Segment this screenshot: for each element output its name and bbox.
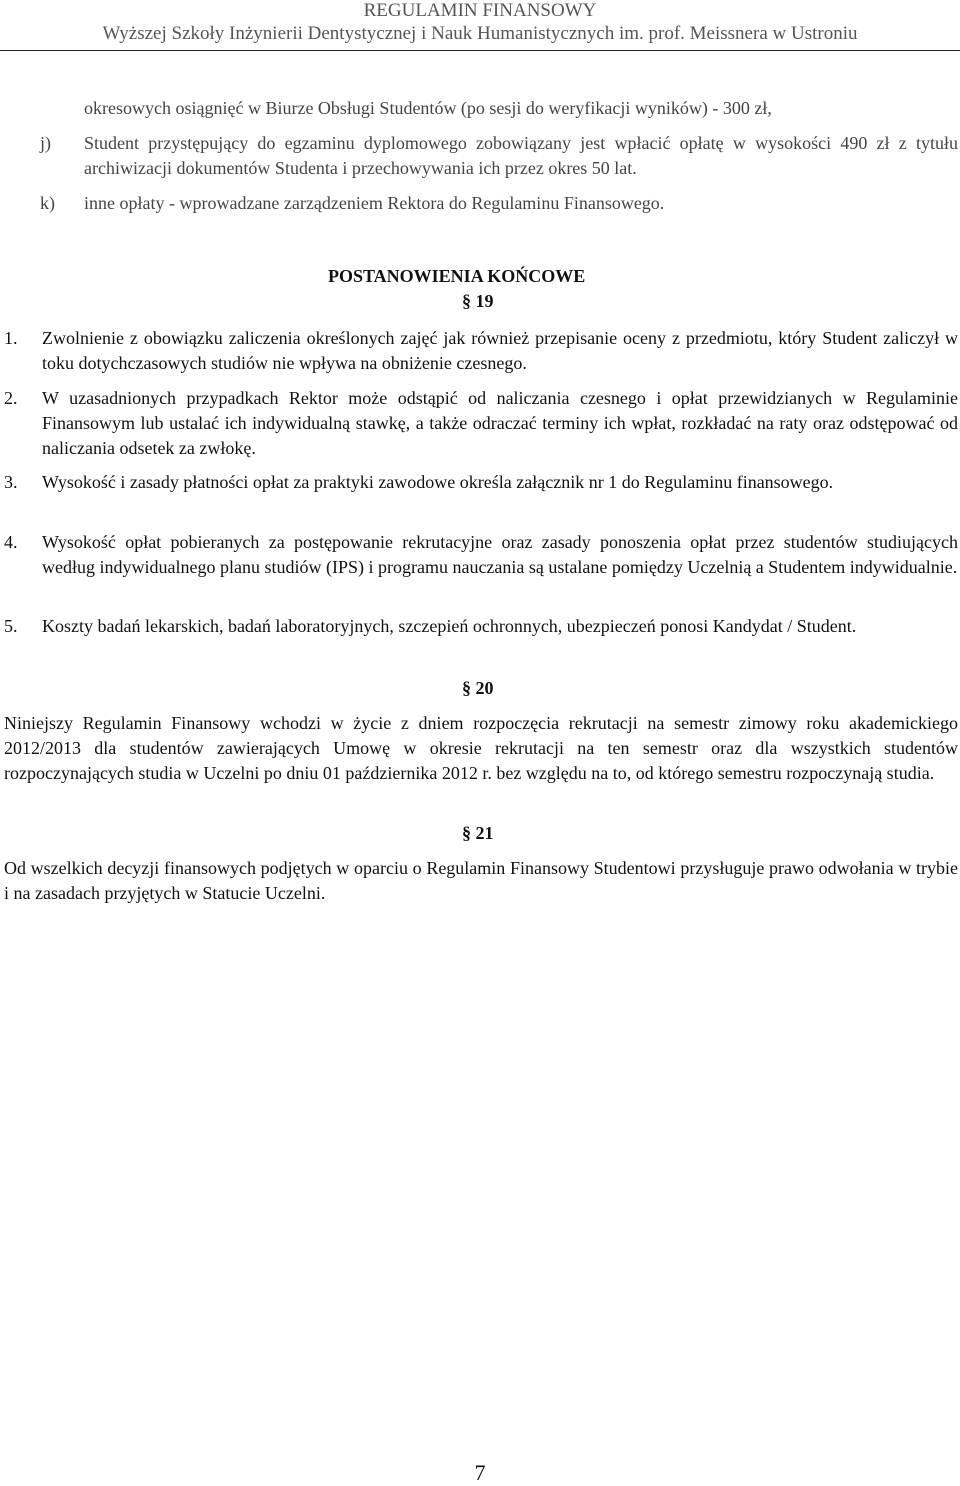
paragraph-text: Zwolnienie z obowiązku zaliczenia określonych zajęć jak również przepisanie oceny z przedmiotu, który Student zaliczył w toku dotychczasowych studiów nie wpływa na obniżenie czesnego. <box>42 328 958 373</box>
list-marker: j) <box>40 133 51 153</box>
list-marker: k) <box>40 193 55 213</box>
paragraph-number: 2. <box>4 388 18 408</box>
paragraph-19-1 <box>4 326 958 376</box>
paragraph-19-5 <box>4 614 958 639</box>
paragraph-19-2 <box>4 386 958 461</box>
paragraph-number: 5. <box>4 616 18 636</box>
section-21-label: § 21 <box>462 823 494 843</box>
page-header <box>0 0 960 46</box>
paragraph-19-4 <box>4 530 958 580</box>
paragraph-text: Wysokość i zasady płatności opłat za praktyki zawodowe określa załącznik nr 1 do Regulaminu finansowego. <box>42 472 834 492</box>
paragraph-number: 3. <box>4 472 18 492</box>
header-subtitle: Wyższej Szkoły Inżynierii Dentystycznej i Nauk Humanistycznych im. prof. Meissnera w Ustroniu <box>102 23 858 44</box>
section-21-text: Od wszelkich decyzji finansowych podjętych w oparciu o Regulamin Finansowy Studentowi przysługuje prawo odwołania w trybie i na zasadach przyjętych w Statucie Uczelni. <box>4 858 958 903</box>
header-rule <box>0 50 960 51</box>
paragraph-number: 1. <box>4 328 18 348</box>
page-number: 7 <box>474 1460 486 1485</box>
header-title: REGULAMIN FINANSOWY <box>363 0 597 21</box>
paragraph-19-3 <box>4 470 958 495</box>
continuation-text: okresowych osiągnięć w Biurze Obsługi Studentów (po sesji do weryfikacji wyników) - 300 zł, <box>84 98 772 118</box>
section-20-text: Niniejszy Regulamin Finansowy wchodzi w życie z dniem rozpoczęcia rekrutacji na semestr zimowy roku akademickiego 2012/2013 dla studentów zawierających Umowę w okresie rekrutacji na ten semestr oraz dla wszystkich studentów rozpoczynających studia w Uczelni po dniu 01 października 2012 r. bez względu na to, od którego semestru rozpoczynają studia. <box>4 713 958 783</box>
paragraph-number: 4. <box>4 532 18 552</box>
section-heading: POSTANOWIENIA KOŃCOWE <box>328 266 586 286</box>
section-19-label: § 19 <box>462 291 494 311</box>
paragraph-text: W uzasadnionych przypadkach Rektor może odstąpić od naliczania czesnego i opłat przewidzianych w Regulaminie Finansowym lub ustalać ich indywidualną stawkę, a także odraczać terminy ich wpłat, rozkładać na raty oraz odstępować od naliczania odsetek za zwłokę. <box>42 388 958 458</box>
list-text: Student przystępujący do egzaminu dyplomowego zobowiązany jest wpłacić opłatę w wysokości 490 zł z tytułu archiwizacji dokumentów Studenta i przechowywania ich przez okres 50 lat. <box>84 133 958 178</box>
list-text: inne opłaty - wprowadzane zarządzeniem Rektora do Regulaminu Finansowego. <box>84 193 665 213</box>
section-20-label: § 20 <box>462 678 494 698</box>
paragraph-text: Koszty badań lekarskich, badań laboratoryjnych, szczepień ochronnych, ubezpieczeń ponosi Kandydat / Student. <box>42 616 857 636</box>
paragraph-text: Wysokość opłat pobieranych za postępowanie rekrutacyjne oraz zasady ponoszenia opłat przez studentów studiujących według indywidualnego planu studiów (IPS) i programu nauczania są ustalane pomiędzy Uczelnią a Studentem indywidualnie. <box>42 532 958 577</box>
